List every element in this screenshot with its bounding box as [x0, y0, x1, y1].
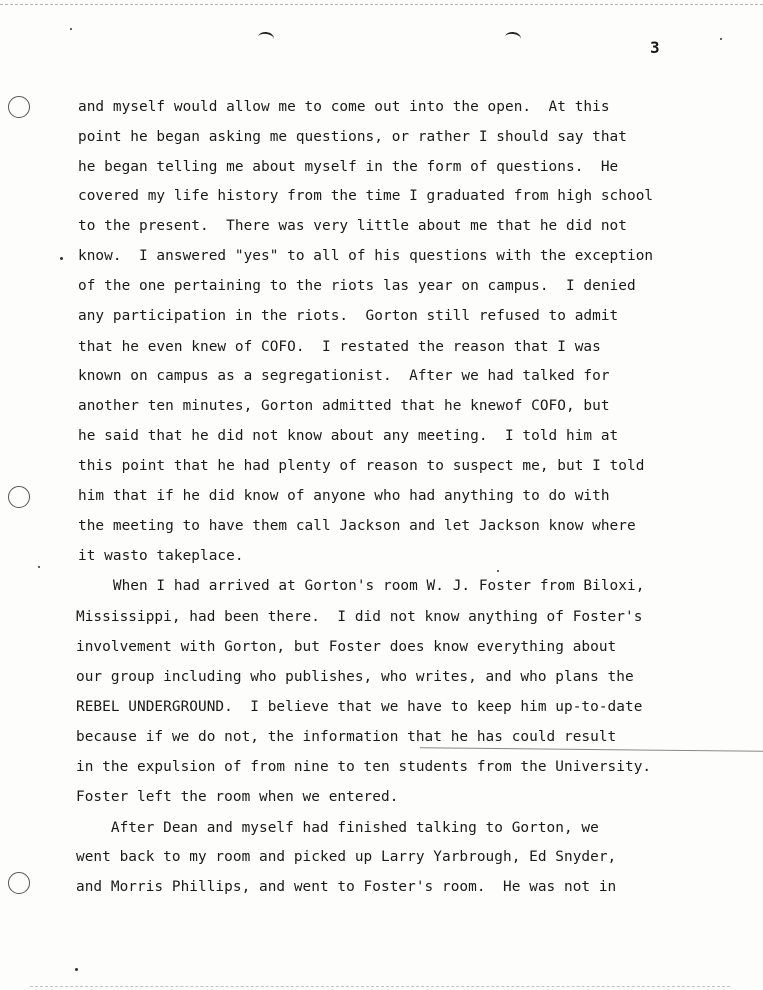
text-line: of the one pertaining to the riots las year on campus. I denied — [78, 278, 636, 294]
text-line: point he began asking me questions, or rather I should say that — [78, 129, 627, 145]
text-line: because if we do not, the information that he has could result — [76, 729, 617, 745]
page-bottom-edge — [30, 986, 730, 987]
page-top-edge — [0, 4, 763, 5]
text-line: know. I answered "yes" to all of his questions with the exception — [78, 248, 654, 264]
text-line: that he even knew of COFO. I restated the reason that I was — [78, 339, 601, 355]
text-line: he began telling me about myself in the form of questions. He — [78, 159, 619, 175]
text-line: Mississippi, had been there. I did not know anything of Foster's — [76, 609, 643, 625]
ink-speck — [70, 28, 72, 30]
ink-speck — [497, 570, 499, 572]
text-line: any participation in the riots. Gorton still refused to admit — [78, 308, 619, 324]
text-line: went back to my room and picked up Larry Yarbrough, Ed Snyder, — [76, 849, 617, 865]
text-line: the meeting to have them call Jackson and let Jackson know where — [78, 518, 636, 534]
staple-mark-right — [504, 31, 522, 45]
text-line: known on campus as a segregationist. After we had talked for — [78, 368, 610, 384]
text-line: him that if he did know of anyone who had anything to do with — [78, 488, 610, 504]
ink-speck — [720, 38, 722, 40]
ink-speck — [75, 968, 78, 971]
text-line: REBEL UNDERGROUND. I believe that we have to keep him up-to-date — [76, 699, 643, 715]
ink-speck — [60, 257, 63, 260]
punch-hole-top — [8, 96, 30, 118]
text-line: another ten minutes, Gorton admitted that he knewof COFO, but — [78, 398, 610, 414]
text-line: in the expulsion of from nine to ten students from the University. — [76, 759, 652, 775]
punch-hole-middle — [8, 486, 30, 508]
text-line: and Morris Phillips, and went to Foster's room. He was not in — [76, 879, 617, 895]
text-line: to the present. There was very little about me that he did not — [78, 218, 627, 234]
text-line: our group including who publishes, who writes, and who plans the — [76, 669, 634, 685]
staple-mark-left — [257, 31, 275, 45]
ink-speck — [38, 566, 40, 568]
text-line: and myself would allow me to come out into the open. At this — [78, 99, 610, 115]
page-number: 3 — [650, 38, 660, 57]
pen-stroke — [420, 747, 763, 752]
text-line: After Dean and myself had finished talking to Gorton, we — [76, 820, 599, 836]
text-line: this point that he had plenty of reason to suspect me, but I told — [78, 458, 645, 474]
text-line: involvement with Gorton, but Foster does know everything about — [76, 639, 617, 655]
text-line: When I had arrived at Gorton's room W. J. Foster from Biloxi, — [78, 578, 645, 594]
text-line: it wasto takeplace. — [78, 548, 244, 564]
punch-hole-bottom — [8, 872, 30, 894]
text-line: he said that he did not know about any meeting. I told him at — [78, 428, 619, 444]
text-line: Foster left the room when we entered. — [76, 789, 399, 805]
text-line: covered my life history from the time I graduated from high school — [78, 188, 654, 204]
